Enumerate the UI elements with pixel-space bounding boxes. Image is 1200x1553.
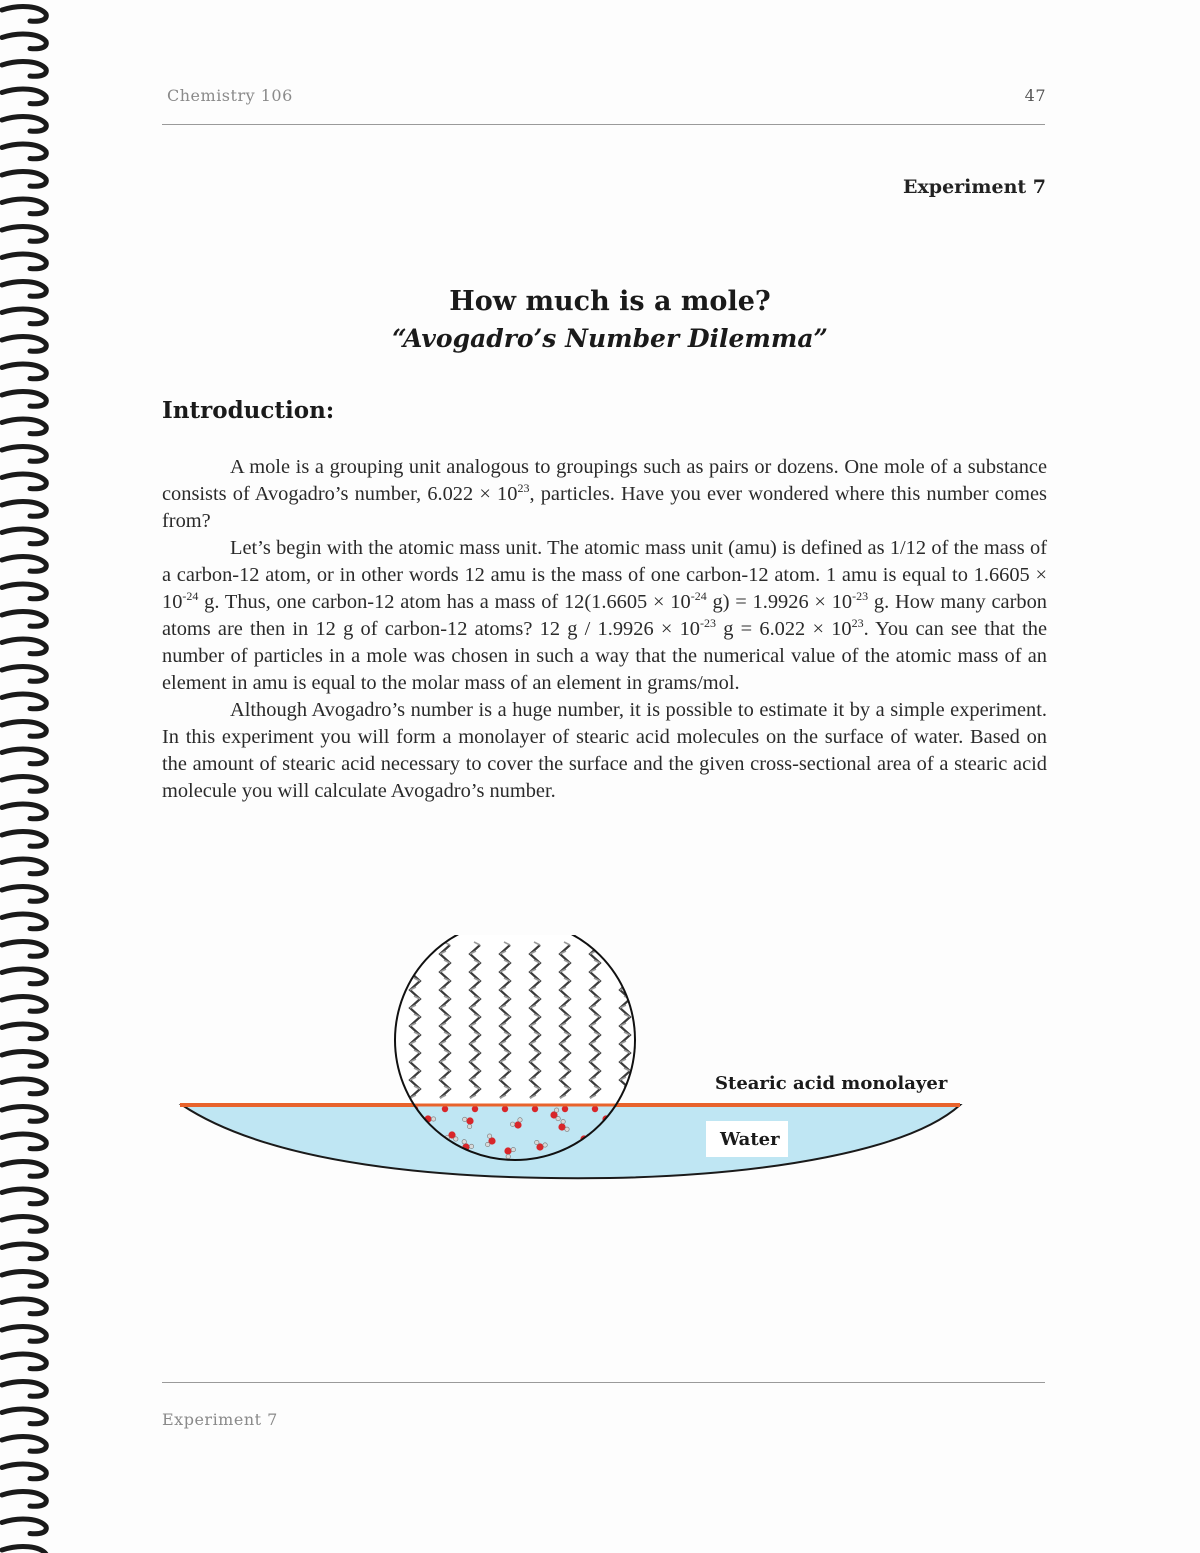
binding-coil — [2, 832, 46, 847]
binding-coil — [2, 364, 46, 379]
binding-coil — [2, 227, 46, 242]
binding-coil — [2, 1272, 46, 1287]
binding-coil — [2, 1382, 46, 1397]
binding-coil — [2, 1437, 46, 1452]
binding-coil — [2, 1052, 46, 1067]
paragraph-2: Let’s begin with the atomic mass unit. The atomic mass unit (amu) is defined as 1/12 of the mass of a carbon-12 atom, or in other words 12 amu is the mass of one carbon-12 atom. 1 amu is equal to $1.6605 \times 10^{-24}$ g. Thus, one carbon-12 atom has a mass of $12(1.6605 \times 10^{-24}$ $g) = 1.9926 \times 10^{-23}$ g. How many carbon atoms are then in 12 g of carbon-12 atoms? 12 $g / 1.9926 \times 10^{-23}$ $g = 6.022 \times 10^{23}$. You can see that the number of particles in a mole was chosen in such a way that the numerical value of the atomic mass of an element in amu is equal to the molar mass of an element in grams/mol. — [162, 537, 1047, 694]
binding-coil — [2, 62, 46, 77]
spiral-binding — [0, 0, 60, 1553]
binding-coil — [2, 722, 46, 737]
binding-coil — [2, 502, 46, 517]
binding-coil — [2, 1134, 46, 1149]
binding-coil — [2, 942, 46, 957]
binding-coil — [2, 1354, 46, 1369]
section-heading: Introduction: — [162, 397, 335, 424]
paragraph-1: A mole is a grouping unit analogous to groupings such as pairs or dozens. One mole of a substance consists of Avogadro’s number, $6.022 \times 10^{23}$, particles. Have you ever wondered where this number comes from? — [162, 456, 1047, 532]
binding-coil — [2, 667, 46, 682]
binding-coil — [2, 887, 46, 902]
binding-coil — [2, 557, 46, 572]
binding-coil — [2, 914, 46, 929]
binding-coil — [2, 1079, 46, 1094]
binding-coil — [2, 749, 46, 764]
water-label: Water — [720, 1129, 780, 1150]
monolayer-label: Stearic acid monolayer — [715, 1073, 948, 1094]
page-number: 47 — [1024, 86, 1046, 105]
binding-coil — [2, 419, 46, 434]
page-title: How much is a mole? — [449, 286, 771, 317]
binding-coil — [2, 1162, 46, 1177]
page-subtitle: “Avogadro’s Number Dilemma” — [392, 324, 828, 353]
binding-coil — [2, 89, 46, 104]
binding-coil — [2, 1409, 46, 1424]
binding-coil — [2, 584, 46, 599]
running-header-course: Chemistry 106 — [167, 86, 293, 105]
binding-coil — [2, 144, 46, 159]
binding-coil — [2, 612, 46, 627]
binding-coil — [2, 1492, 46, 1507]
experiment-label: Experiment 7 — [902, 176, 1046, 198]
binding-coil — [2, 392, 46, 407]
binding-coil — [2, 199, 46, 214]
binding-coil — [2, 1024, 46, 1039]
binding-coil — [2, 34, 46, 49]
binding-coil — [2, 1299, 46, 1314]
footer-rule — [162, 1382, 1045, 1383]
binding-coil — [2, 777, 46, 792]
binding-coil — [2, 7, 46, 22]
binding-coil — [2, 529, 46, 544]
binding-coil — [2, 694, 46, 709]
paragraph-3: Although Avogadro’s number is a huge number, it is possible to estimate it by a simple experiment. In this experiment you will form a monolayer of stearic acid molecules on the surface of water. Based on the amount of stearic acid necessary to cover the surface and the given cross-sectional area of a stearic acid molecule you will calculate Avogadro’s number. — [162, 699, 1047, 802]
header-rule — [162, 124, 1045, 125]
binding-coil — [2, 969, 46, 984]
monolayer-figure — [170, 935, 970, 1195]
binding-coil — [2, 1217, 46, 1232]
binding-coil — [2, 1327, 46, 1342]
binding-coil — [2, 804, 46, 819]
binding-coil — [2, 859, 46, 874]
binding-coil — [2, 254, 46, 269]
binding-coil — [2, 639, 46, 654]
binding-coil — [2, 1189, 46, 1204]
binding-coil — [2, 447, 46, 462]
binding-coil — [2, 117, 46, 132]
running-footer: Experiment 7 — [162, 1410, 278, 1429]
binding-coil — [2, 172, 46, 187]
body-text — [162, 454, 1047, 805]
binding-coil — [2, 1519, 46, 1534]
binding-coil — [2, 997, 46, 1012]
binding-coil — [2, 1107, 46, 1122]
binding-coil — [2, 1547, 46, 1553]
binding-coil — [2, 474, 46, 489]
binding-coil — [2, 1464, 46, 1479]
binding-coil — [2, 1244, 46, 1259]
